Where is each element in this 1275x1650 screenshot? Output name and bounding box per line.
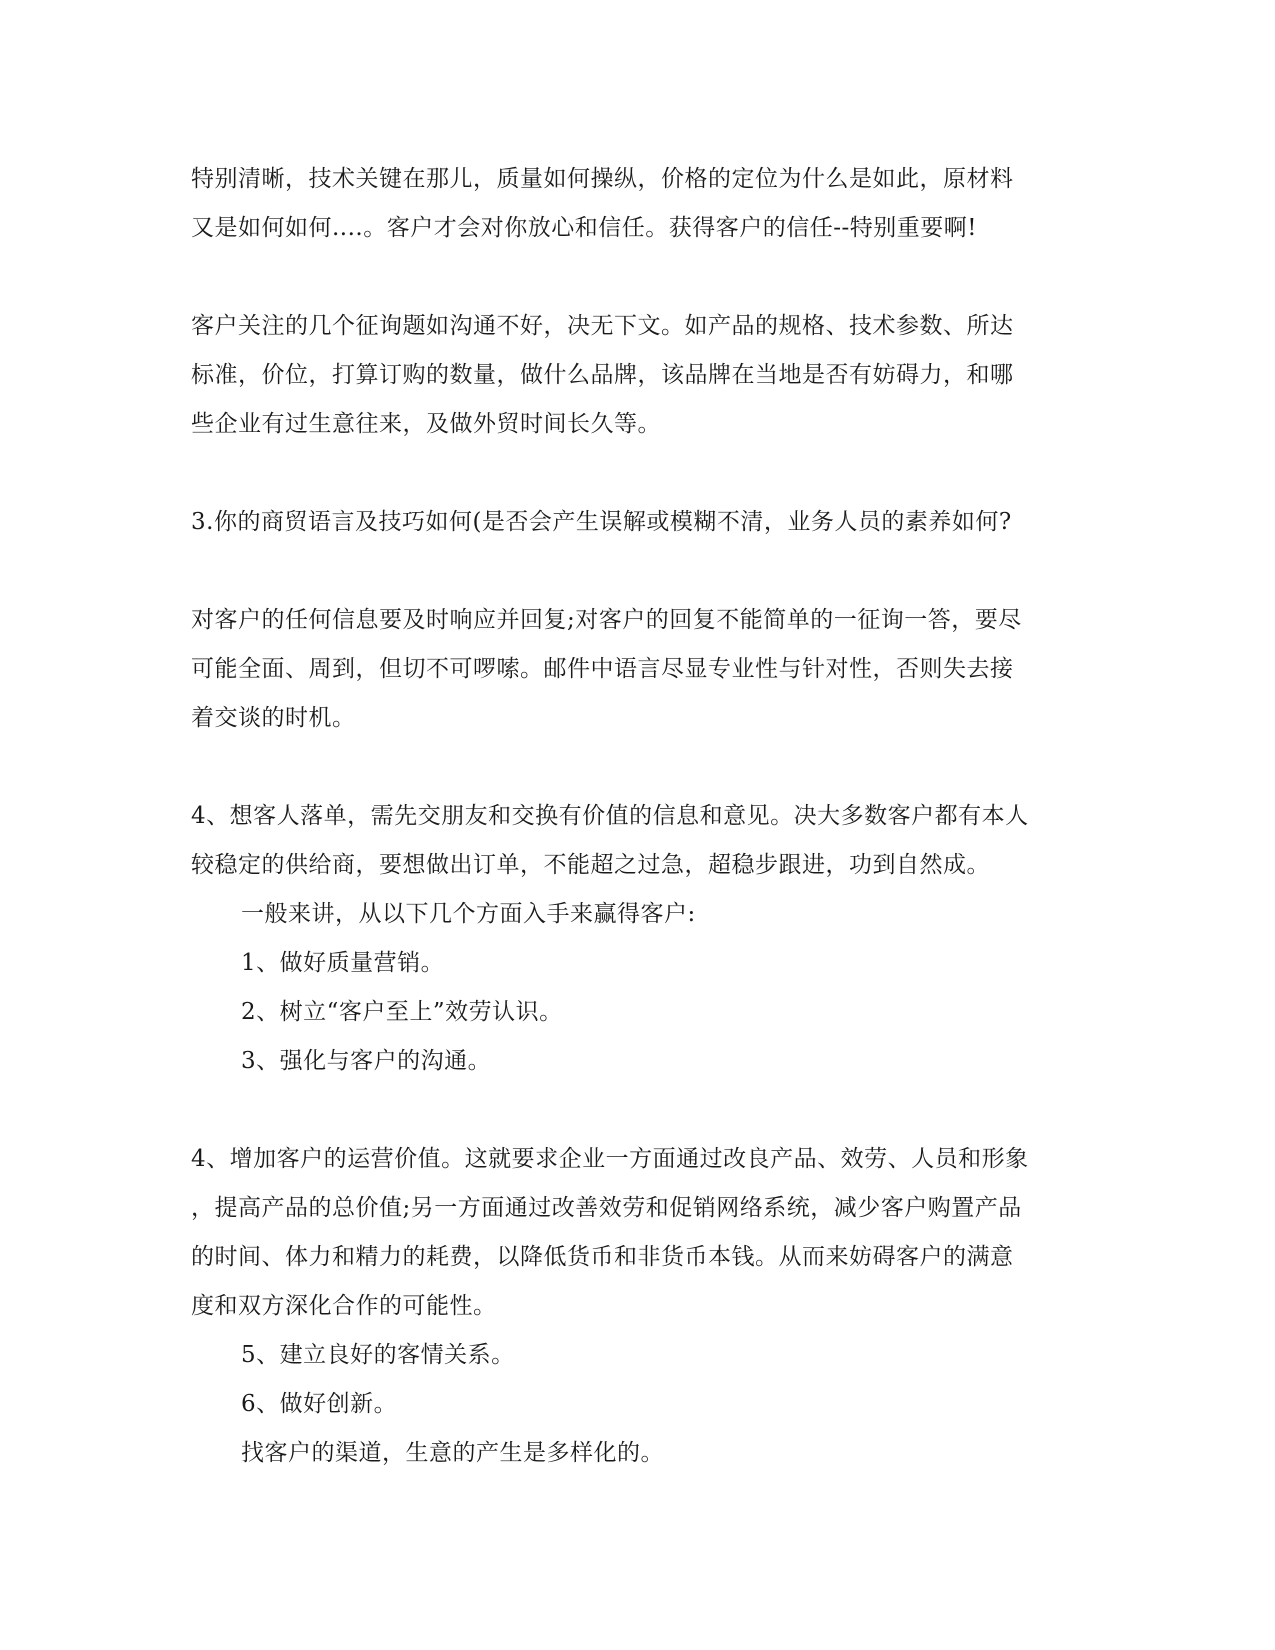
text-line: 的时间、体力和精力的耗费，以降低货币和非货币本钱。从而来妨碍客户的满意 <box>191 1244 1014 1270</box>
text-line: 着交谈的时机。 <box>191 705 356 731</box>
paragraph-gap <box>191 449 1081 498</box>
text-line: 4、想客人落单，需先交朋友和交换有价值的信息和意见。决大多数客户都有本人 <box>191 803 1029 829</box>
text-line: 4、增加客户的运营价值。这就要求企业一方面通过改良产品、效劳、人员和形象 <box>191 1146 1029 1172</box>
text-line: ，提高产品的总价值;另一方面通过改善效劳和促销网络系统，减少客户购置产品 <box>191 1195 1022 1221</box>
paragraph-customer-value <box>191 1135 1081 1478</box>
list-item: 3、强化与客户的沟通。 <box>241 1048 492 1074</box>
text-line: 3.你的商贸语言及技巧如何(是否会产生误解或模糊不清，业务人员的素养如何? <box>191 509 1012 535</box>
paragraph-gap <box>191 743 1081 792</box>
paragraph-trade-language <box>191 498 1081 547</box>
document-body <box>191 155 1081 1478</box>
text-line: 特别清晰，技术关键在那儿，质量如何操纵，价格的定位为什么是如此，原材料 <box>191 166 1014 192</box>
list-item: 5、建立良好的客情关系。 <box>241 1342 515 1368</box>
list-item: 6、做好创新。 <box>241 1391 398 1417</box>
paragraph-gap <box>191 1086 1081 1135</box>
text-line: 客户关注的几个征询题如沟通不好，决无下文。如产品的规格、技术参数、所达 <box>191 313 1014 339</box>
paragraph-product-knowledge <box>191 155 1081 253</box>
paragraph-make-friends <box>191 792 1081 1086</box>
indented-text-line: 找客户的渠道，生意的产生是多样化的。 <box>241 1440 664 1466</box>
paragraph-reply-timely <box>191 596 1081 743</box>
list-item: 1、做好质量营销。 <box>241 950 445 976</box>
text-line: 又是如何如何....。客户才会对你放心和信任。获得客户的信任--特别重要啊! <box>191 215 978 241</box>
indented-text-line: 一般来讲，从以下几个方面入手来赢得客户: <box>241 901 696 927</box>
text-line: 些企业有过生意往来，及做外贸时间长久等。 <box>191 411 661 437</box>
paragraph-gap <box>191 547 1081 596</box>
text-line: 度和双方深化合作的可能性。 <box>191 1293 497 1319</box>
paragraph-customer-concerns <box>191 302 1081 449</box>
text-line: 可能全面、周到，但切不可啰嗦。邮件中语言尽显专业性与针对性，否则失去接 <box>191 656 1014 682</box>
text-line: 较稳定的供给商，要想做出订单，不能超之过急，超稳步跟进，功到自然成。 <box>191 852 990 878</box>
paragraph-gap <box>191 253 1081 302</box>
text-line: 标准，价位，打算订购的数量，做什么品牌，该品牌在当地是否有妨碍力，和哪 <box>191 362 1014 388</box>
list-item: 2、树立“客户至上”效劳认识。 <box>241 999 563 1025</box>
text-line: 对客户的任何信息要及时响应并回复;对客户的回复不能简单的一征询一答，要尽 <box>191 607 1022 633</box>
